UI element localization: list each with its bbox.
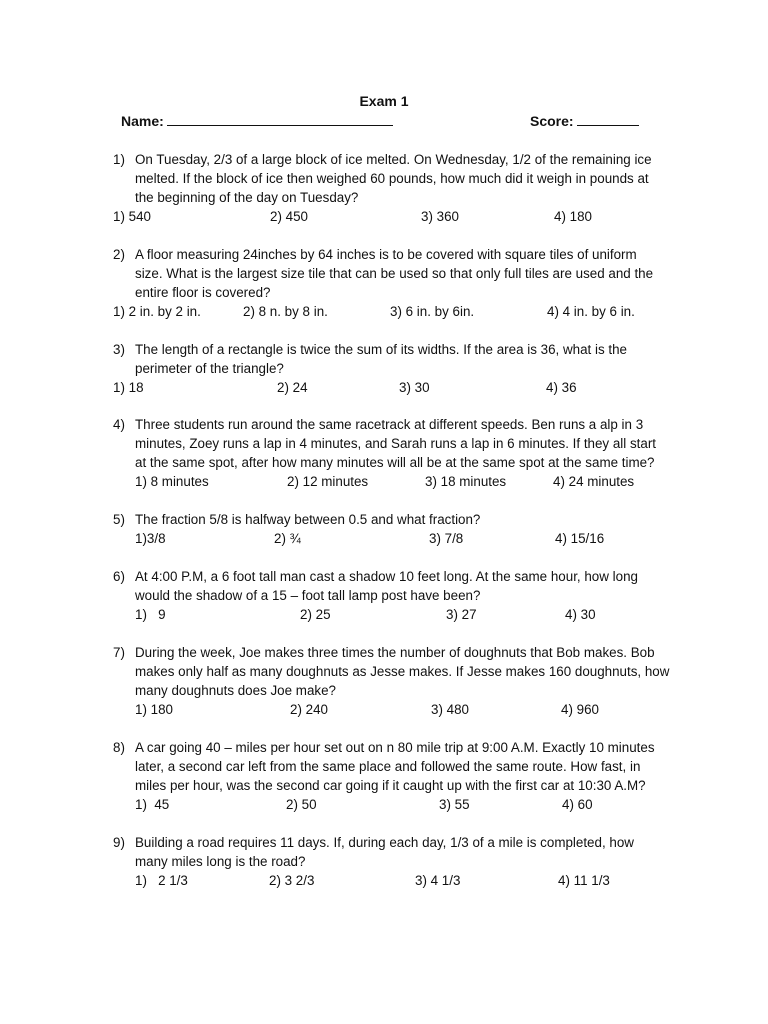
answer-choice-1[interactable]: 1) 2 1/3 [135, 873, 188, 888]
answer-choices [113, 605, 683, 624]
answer-choices [113, 302, 683, 321]
answer-choice-3[interactable]: 3) 55 [439, 797, 470, 812]
answer-choice-1[interactable]: 1) 180 [135, 702, 173, 717]
answer-choices [113, 871, 683, 890]
answer-choice-1[interactable]: 1) 2 in. by 2 in. [113, 304, 201, 319]
answer-choices [113, 378, 683, 397]
name-field[interactable] [121, 112, 393, 129]
question-text-line: later, a second car left from the same place and followed the same route. How fast, in [135, 759, 641, 774]
answer-choice-1[interactable]: 1)3/8 [135, 531, 166, 546]
question-9 [113, 833, 683, 890]
page-title: Exam 1 [359, 93, 409, 109]
score-field[interactable] [530, 112, 639, 129]
question-text-line: makes only half as many doughnuts as Jesse makes. If Jesse makes 160 doughnuts, how [135, 664, 670, 679]
answer-choice-3[interactable]: 3) 27 [446, 607, 477, 622]
question-text-line: many miles long is the road? [135, 854, 306, 869]
question-text-line: melted. If the block of ice then weighed 60 pounds, how much did it weigh in pounds at [135, 171, 649, 186]
question-text-line: The fraction 5/8 is halfway between 0.5 and what fraction? [135, 512, 481, 527]
question-text-line: minutes, Zoey runs a lap in 4 minutes, and Sarah runs a lap in 6 minutes. If they all start [135, 436, 657, 451]
answer-choices [113, 795, 683, 814]
question-text-line: perimeter of the triangle? [135, 361, 284, 376]
answer-choice-1[interactable]: 1) 540 [113, 209, 151, 224]
question-text-line: During the week, Joe makes three times the number of doughnuts that Bob makes. Bob [135, 645, 655, 660]
answer-choice-1[interactable]: 1) 9 [135, 607, 166, 622]
question-number: 9) [113, 835, 125, 850]
question-number: 2) [113, 247, 125, 262]
answer-choice-2[interactable]: 2) 12 minutes [287, 474, 369, 489]
answer-choice-3[interactable]: 3) 6 in. by 6in. [390, 304, 475, 319]
question-text-line: miles per hour, was the second car going if it caught up with the first car at 10:30 A.M? [135, 778, 646, 793]
answer-choice-2[interactable]: 2) 8 n. by 8 in. [243, 304, 328, 319]
question-5 [113, 510, 683, 548]
answer-choice-3[interactable]: 3) 18 minutes [425, 474, 507, 489]
answer-choice-2[interactable]: 2) 450 [270, 209, 308, 224]
question-number: 4) [113, 417, 125, 432]
question-number: 8) [113, 740, 125, 755]
question-text-line: the beginning of the day on Tuesday? [135, 190, 359, 205]
question-3 [113, 340, 683, 397]
question-text-line: size. What is the largest size tile that can be used so that only full tiles are used and the [135, 266, 654, 281]
question-text-line: At 4:00 P.M, a 6 foot tall man cast a shadow 10 feet long. At the same hour, how long [135, 569, 638, 584]
question-text-line: many doughnuts does Joe make? [135, 683, 336, 698]
question-text-line: On Tuesday, 2/3 of a large block of ice melted. On Wednesday, 1/2 of the remaining ice [135, 152, 652, 167]
answer-choice-1[interactable]: 1) 8 minutes [135, 474, 209, 489]
answer-choice-3[interactable]: 3) 30 [399, 380, 430, 395]
answer-choice-4[interactable]: 4) 4 in. by 6 in. [547, 304, 635, 319]
question-text-line: would the shadow of a 15 – foot tall lamp post have been? [135, 588, 481, 603]
answer-choice-4[interactable]: 4) 60 [562, 797, 593, 812]
question-7 [113, 643, 683, 719]
question-number: 1) [113, 152, 125, 167]
question-text-line: A car going 40 – miles per hour set out on n 80 mile trip at 9:00 A.M. Exactly 10 minutes [135, 740, 655, 755]
answer-choice-2[interactable]: 2) 240 [290, 702, 328, 717]
question-text-line: A floor measuring 24inches by 64 inches is to be covered with square tiles of uniform [135, 247, 637, 262]
answer-choice-4[interactable]: 4) 11 1/3 [558, 873, 610, 888]
question-text-line: at the same spot, after how many minutes will all be at the same spot at the same time? [135, 455, 655, 470]
answer-choice-3[interactable]: 3) 360 [421, 209, 459, 224]
answer-choices [113, 529, 683, 548]
answer-choice-4[interactable]: 4) 960 [561, 702, 599, 717]
answer-choices [113, 472, 683, 491]
answer-choice-1[interactable]: 1) 18 [113, 380, 144, 395]
question-number: 7) [113, 645, 125, 660]
question-text-line: The length of a rectangle is twice the sum of its widths. If the area is 36, what is the [135, 342, 627, 357]
question-number: 5) [113, 512, 125, 527]
answer-choice-4[interactable]: 4) 30 [565, 607, 596, 622]
answer-choice-1[interactable]: 1) 45 [135, 797, 170, 812]
question-text-line: Three students run around the same racetrack at different speeds. Ben runs a alp in 3 [135, 417, 644, 432]
name-label: Name: [121, 113, 164, 129]
answer-choices [113, 207, 683, 226]
question-6 [113, 567, 683, 624]
answer-choice-3[interactable]: 3) 4 1/3 [415, 873, 461, 888]
answer-choice-2[interactable]: 2) 24 [277, 380, 308, 395]
answer-choice-2[interactable]: 2) 25 [300, 607, 331, 622]
question-2 [113, 245, 683, 321]
question-text-line: Building a road requires 11 days. If, during each day, 1/3 of a mile is completed, how [135, 835, 634, 850]
answer-choices [113, 700, 683, 719]
answer-choice-2[interactable]: 2) 50 [286, 797, 317, 812]
answer-choice-4[interactable]: 4) 15/16 [555, 531, 605, 546]
answer-choice-3[interactable]: 3) 7/8 [429, 531, 464, 546]
score-label: Score: [530, 113, 574, 129]
question-4 [113, 415, 683, 491]
question-1 [113, 150, 683, 226]
answer-choice-2[interactable]: 2) ¾ [274, 531, 301, 546]
question-8 [113, 738, 683, 814]
question-text-line: entire floor is covered? [135, 285, 271, 300]
answer-choice-3[interactable]: 3) 480 [431, 702, 469, 717]
header-row [121, 112, 641, 132]
name-blank-line[interactable] [167, 112, 393, 126]
question-number: 3) [113, 342, 125, 357]
answer-choice-4[interactable]: 4) 180 [554, 209, 592, 224]
answer-choice-2[interactable]: 2) 3 2/3 [269, 873, 315, 888]
answer-choice-4[interactable]: 4) 24 minutes [553, 474, 635, 489]
score-blank-line[interactable] [577, 112, 639, 126]
question-number: 6) [113, 569, 125, 584]
answer-choice-4[interactable]: 4) 36 [546, 380, 577, 395]
